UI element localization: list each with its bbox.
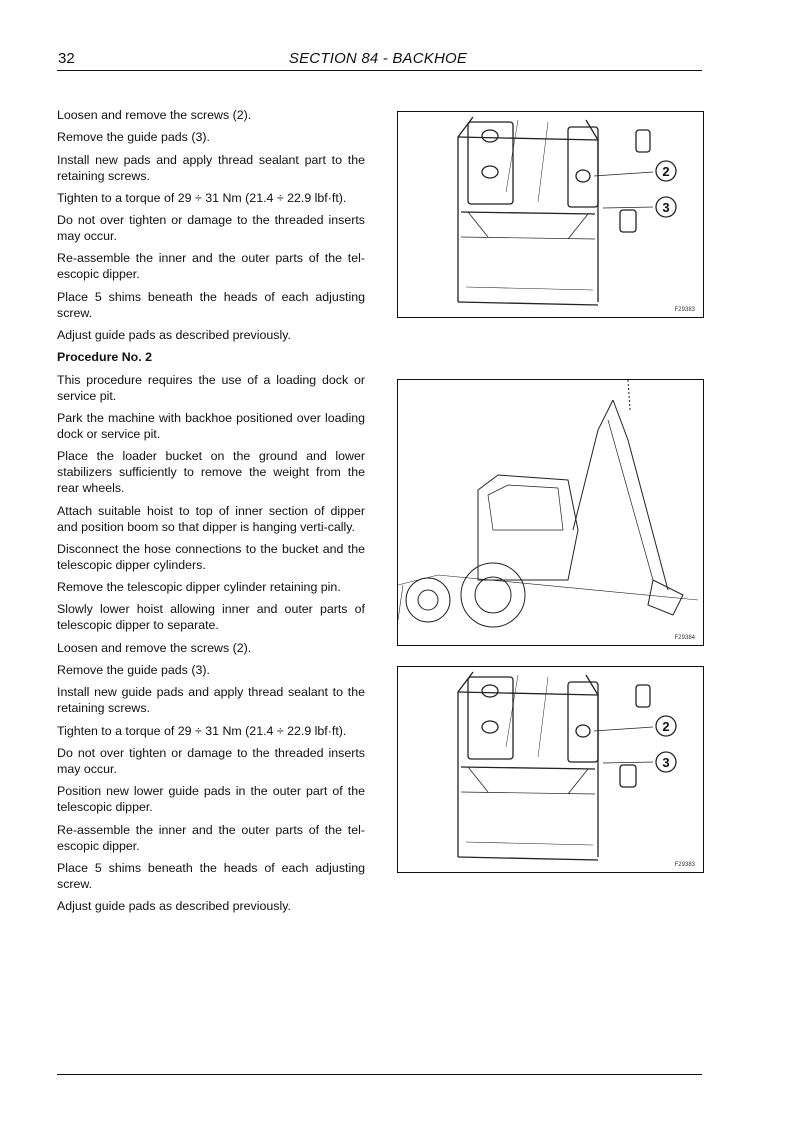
step-install-pads: Install new pads and apply thread sealant part to the retaining screws. [57, 152, 365, 183]
figure-code: F29384 [674, 635, 695, 641]
backhoe-machine-illustration [398, 380, 703, 645]
proc2-step-lower: Slowly lower hoist allowing inner and outer parts of telescopic dipper to separate. [57, 602, 365, 633]
step-caution: Do not over tighten or damage to the threaded inserts may occur. [57, 213, 365, 244]
header-rule [57, 70, 702, 71]
figure-guide-pads-1 [397, 111, 704, 318]
callout-guide-pad: 3 [662, 200, 670, 215]
step-remove-pads: Remove the guide pads (3). [57, 130, 210, 145]
proc2-step-install-pads: Install new guide pads and apply thread sealant to the retaining screws. [57, 685, 365, 716]
proc2-step-reassemble: Re-assemble the inner and the outer parts of the tel-escopic dipper. [57, 822, 365, 853]
proc2-step-bucket: Place the loader bucket on the ground and lower stabilizers sufficiently to remove the weight from the rear wheels. [57, 449, 365, 496]
page-number: 32 [58, 50, 75, 67]
proc2-step-torque: Tighten to a torque of 29 ÷ 31 Nm (21.4 ÷ 22.9 lbf·ft). [57, 723, 347, 738]
step-reassemble: Re-assemble the inner and the outer parts of the tel-escopic dipper. [57, 251, 365, 282]
proc2-step-remove-pads: Remove the guide pads (3). [57, 663, 210, 678]
figure-backhoe [397, 379, 704, 646]
step-loosen-screws: Loosen and remove the screws (2). [57, 108, 252, 122]
proc2-step-hoist: Attach suitable hoist to top of inner section of dipper and position boom so that dipper is hanging verti-cally. [57, 503, 365, 534]
step-shims: Place 5 shims beneath the heads of each adjusting screw. [57, 289, 365, 320]
proc2-step-lower-pads: Position new lower guide pads in the outer part of the telescopic dipper. [57, 784, 365, 815]
instructions-column [57, 107, 365, 920]
proc2-step-caution: Do not over tighten or damage to the threaded inserts may occur. [57, 745, 365, 776]
section-title: SECTION 84 - BACKHOE [288, 50, 468, 67]
footer-rule [57, 1074, 702, 1075]
proc2-step-pin: Remove the telescopic dipper cylinder retaining pin. [57, 580, 341, 595]
proc2-step-pit: This procedure requires the use of a loading dock or service pit. [57, 372, 365, 403]
proc2-step-hoses: Disconnect the hose connections to the bucket and the telescopic dipper cylinders. [57, 541, 365, 572]
callout-guide-pad: 3 [662, 755, 670, 770]
dipper-guide-pads-illustration [398, 112, 703, 317]
procedure-heading: Procedure No. 2 [57, 350, 153, 365]
step-torque: Tighten to a torque of 29 ÷ 31 Nm (21.4 ÷ 22.9 lbf·ft). [57, 190, 347, 205]
proc2-step-shims: Place 5 shims beneath the heads of each adjusting screw. [57, 860, 365, 891]
figure-guide-pads-2 [397, 666, 704, 873]
dipper-guide-pads-illustration [398, 667, 703, 872]
callout-screw: 2 [662, 164, 670, 179]
proc2-step-adjust: Adjust guide pads as described previously. [57, 899, 291, 914]
step-adjust: Adjust guide pads as described previously. [57, 328, 291, 343]
figure-code: F29383 [674, 862, 695, 868]
figure-code: F29383 [674, 307, 695, 313]
proc2-step-park: Park the machine with backhoe positioned over loading dock or service pit. [57, 410, 365, 441]
proc2-step-loosen-screws: Loosen and remove the screws (2). [57, 640, 252, 655]
callout-screw: 2 [662, 719, 670, 734]
